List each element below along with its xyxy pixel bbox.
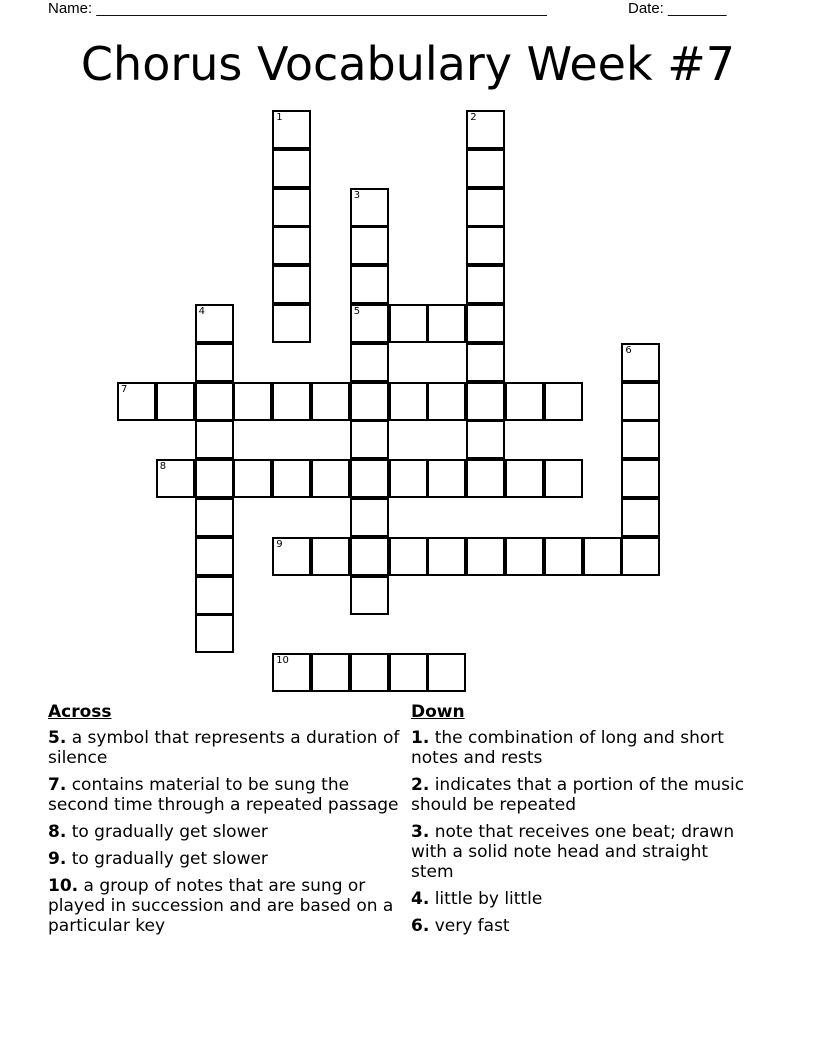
grid-cell[interactable] xyxy=(621,343,660,382)
grid-cell[interactable] xyxy=(311,459,350,498)
grid-cell[interactable] xyxy=(272,110,311,149)
grid-cell[interactable] xyxy=(505,537,544,576)
across-heading: Across xyxy=(48,702,112,722)
grid-cell[interactable] xyxy=(350,382,389,421)
down-heading: Down xyxy=(411,702,465,722)
across-clue xyxy=(48,728,408,768)
clue-number: 4 xyxy=(198,306,205,317)
grid-cell[interactable] xyxy=(272,226,311,265)
grid-cell[interactable] xyxy=(427,459,466,498)
grid-cell[interactable] xyxy=(195,537,234,576)
grid-cell[interactable] xyxy=(311,653,350,692)
grid-cell[interactable] xyxy=(272,653,311,692)
grid-cell[interactable] xyxy=(350,226,389,265)
clue-text: a symbol that represents a duration of silence xyxy=(48,728,400,768)
clue-number: 9. xyxy=(48,849,67,869)
grid-cell[interactable] xyxy=(466,226,505,265)
grid-cell[interactable] xyxy=(311,382,350,421)
across-clue xyxy=(48,822,408,842)
name-field-label: Name: ______________________________________________________ xyxy=(48,0,547,17)
grid-cell[interactable] xyxy=(156,459,195,498)
clue-number: 2. xyxy=(411,775,430,795)
grid-cell[interactable] xyxy=(621,498,660,537)
grid-cell[interactable] xyxy=(466,459,505,498)
grid-cell[interactable] xyxy=(544,537,583,576)
grid-cell[interactable] xyxy=(389,537,428,576)
clue-text: to gradually get slower xyxy=(66,849,268,869)
grid-cell[interactable] xyxy=(195,304,234,343)
grid-cell[interactable] xyxy=(466,382,505,421)
clue-text: very fast xyxy=(429,916,510,936)
grid-cell[interactable] xyxy=(117,382,156,421)
clue-text: to gradually get slower xyxy=(66,822,268,842)
clue-number: 3 xyxy=(353,189,361,201)
grid-cell[interactable] xyxy=(350,459,389,498)
grid-cell[interactable] xyxy=(427,304,466,343)
down-clues xyxy=(411,702,751,943)
grid-cell[interactable] xyxy=(233,382,272,421)
grid-cell[interactable] xyxy=(272,188,311,227)
grid-cell[interactable] xyxy=(195,382,234,421)
clue-text: note that receives one beat; drawn with a solid note head and straight stem xyxy=(411,822,735,882)
grid-cell[interactable] xyxy=(272,382,311,421)
clue-number: 6. xyxy=(411,916,430,936)
grid-cell[interactable] xyxy=(272,537,311,576)
grid-cell[interactable] xyxy=(389,304,428,343)
grid-cell[interactable] xyxy=(272,265,311,304)
grid-cell[interactable] xyxy=(195,343,234,382)
grid-cell[interactable] xyxy=(272,149,311,188)
clue-number: 6 xyxy=(625,344,632,356)
grid-cell[interactable] xyxy=(195,459,234,498)
grid-cell[interactable] xyxy=(389,382,428,421)
clue-number: 3. xyxy=(411,822,430,842)
across-clue xyxy=(48,775,408,815)
grid-cell[interactable] xyxy=(272,304,311,343)
grid-cell[interactable] xyxy=(505,382,544,421)
grid-cell[interactable] xyxy=(505,459,544,498)
grid-cell[interactable] xyxy=(311,537,350,576)
grid-cell[interactable] xyxy=(466,110,505,149)
grid-cell[interactable] xyxy=(156,382,195,421)
clue-number: 10 xyxy=(276,655,289,667)
grid-cell[interactable] xyxy=(466,188,505,227)
down-clue xyxy=(411,822,751,882)
grid-cell[interactable] xyxy=(466,304,505,343)
grid-cell[interactable] xyxy=(466,265,505,304)
clue-number: 9 xyxy=(276,538,283,550)
grid-cell[interactable] xyxy=(350,304,389,343)
grid-cell[interactable] xyxy=(233,459,272,498)
clue-number: 1. xyxy=(411,728,430,748)
grid-cell[interactable] xyxy=(544,459,583,498)
clue-number: 8 xyxy=(159,461,167,473)
clue-text: the combination of long and short notes and rests xyxy=(411,728,724,768)
grid-cell[interactable] xyxy=(195,498,234,537)
grid-cell[interactable] xyxy=(195,576,234,615)
down-clue xyxy=(411,775,751,815)
down-clue xyxy=(411,889,751,909)
grid-cell[interactable] xyxy=(350,576,389,615)
down-clue xyxy=(411,728,751,768)
grid-cell[interactable] xyxy=(427,382,466,421)
grid-cell[interactable] xyxy=(195,614,234,653)
across-clue-list xyxy=(48,728,408,936)
grid-cell[interactable] xyxy=(350,343,389,382)
clue-text: indicates that a portion of the music should be repeated xyxy=(411,775,745,815)
clue-number: 10. xyxy=(48,876,79,896)
clue-text: a group of notes that are sung or played in succession and are based on a particular key xyxy=(48,876,394,936)
grid-cell[interactable] xyxy=(544,382,583,421)
grid-cell[interactable] xyxy=(466,149,505,188)
clue-number: 7. xyxy=(48,775,67,795)
date-field-label: Date: _______ xyxy=(628,0,727,17)
grid-cell[interactable] xyxy=(350,188,389,227)
clue-number: 1 xyxy=(276,112,283,123)
grid-cell[interactable] xyxy=(466,420,505,459)
clue-number: 5. xyxy=(48,728,67,748)
page-title: Chorus Vocabulary Week #7 xyxy=(80,37,736,91)
clue-number: 4. xyxy=(411,889,430,909)
grid-cell[interactable] xyxy=(350,420,389,459)
grid-cell[interactable] xyxy=(389,653,428,692)
clue-number: 2 xyxy=(470,112,477,123)
across-clue xyxy=(48,849,408,869)
clue-number: 7 xyxy=(121,383,128,395)
grid-cell[interactable] xyxy=(427,653,466,692)
grid-cell[interactable] xyxy=(195,420,234,459)
grid-cell[interactable] xyxy=(350,265,389,304)
grid-cell[interactable] xyxy=(427,537,466,576)
grid-cell[interactable] xyxy=(272,459,311,498)
across-clues xyxy=(48,702,408,943)
across-clue xyxy=(48,876,408,936)
grid-cell[interactable] xyxy=(350,653,389,692)
grid-cell[interactable] xyxy=(466,343,505,382)
clue-text: contains material to be sung the second time through a repeated passage xyxy=(48,775,399,815)
grid-cell[interactable] xyxy=(389,459,428,498)
grid-cell[interactable] xyxy=(621,420,660,459)
clue-text: little by little xyxy=(429,889,543,909)
grid-cell[interactable] xyxy=(621,459,660,498)
grid-cell[interactable] xyxy=(350,537,389,576)
grid-cell[interactable] xyxy=(621,537,660,576)
grid-cell[interactable] xyxy=(621,382,660,421)
down-clue-list xyxy=(411,728,751,936)
grid-cell[interactable] xyxy=(466,537,505,576)
down-clue xyxy=(411,916,751,936)
clue-number: 8. xyxy=(48,822,67,842)
grid-cell[interactable] xyxy=(350,498,389,537)
clue-number: 5 xyxy=(353,306,361,317)
grid-cell[interactable] xyxy=(583,537,622,576)
